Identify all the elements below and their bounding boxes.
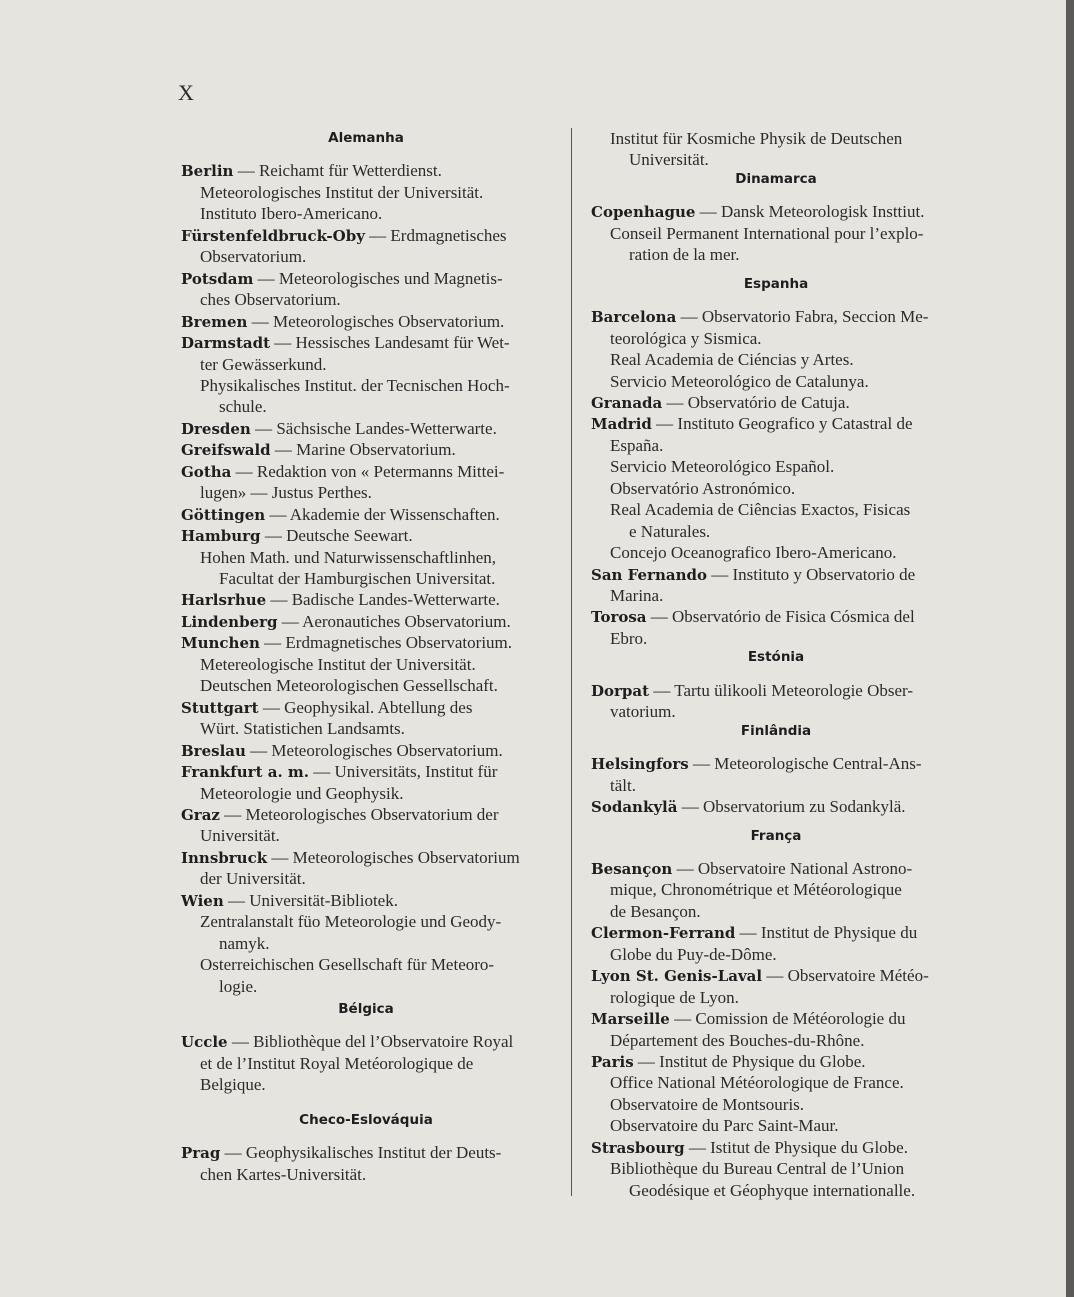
city-name: Marseille (591, 1010, 670, 1029)
entry-continuation: e Naturales. (629, 521, 711, 541)
entry-line (181, 504, 500, 525)
city-name: Uccle (181, 1033, 228, 1052)
city-name: Copenhague (591, 203, 696, 222)
entry-line (181, 890, 398, 911)
city-name: Strasbourg (591, 1138, 685, 1157)
institution-text: — Erdmagnetisches Observatorium. (259, 633, 513, 653)
entry-continuation: Universität. (629, 150, 709, 170)
institution-text: — Meteorologisches Observatorium. (245, 740, 503, 760)
column-divider (571, 128, 572, 1196)
entry-line (591, 201, 924, 222)
entry-continuation: Globe du Puy-de-Dôme. (610, 944, 777, 964)
city-name: Harlsrhue (181, 591, 267, 610)
entry-continuation: Real Academia de Ciências Exactos, Fisicas (610, 500, 911, 520)
entry-continuation: Conseil Permanent International pour l’explo- (610, 223, 924, 243)
entry-continuation: Real Academia de Ciéncias y Artes. (610, 350, 854, 370)
entry-continuation: Institut für Kosmiche Physik de Deutschen (610, 129, 903, 148)
institution-text: — Deutsche Seewart. (260, 526, 413, 546)
city-name: Fürstenfeldbruck-Oby (181, 226, 365, 245)
entry-continuation: teorológica y Sismica. (610, 328, 762, 348)
entry-continuation: Bibliothèque du Bureau Central de l’Union (610, 1159, 905, 1179)
institution-text: — Instituto y Observatorio de (706, 564, 916, 584)
institution-text: — Bibliothèque del l’Observatoire Royal (227, 1032, 514, 1052)
entry-continuation: ter Gewässerkund. (200, 354, 327, 374)
institution-text: — Universitäts, Institut für (308, 762, 498, 782)
institution-text: — Comission de Météorologie du (669, 1009, 906, 1029)
entry-continuation: de Besançon. (610, 901, 701, 921)
entry-continuation: vatorium. (610, 702, 676, 722)
entry-continuation: chen Kartes-Universität. (200, 1164, 367, 1184)
institution-text: — Meteorologisches Observatorium der (219, 804, 499, 824)
city-name: Paris (591, 1053, 634, 1071)
entry-line (591, 922, 917, 943)
city-name: Graz (181, 805, 220, 824)
entry-line (591, 413, 913, 434)
entry-line (591, 680, 913, 701)
entry-continuation: Physikalisches Institut. der Tecnischen Hoch- (200, 375, 510, 395)
entry-continuation: Servicio Meteorológico Español. (610, 457, 835, 477)
entry-line (181, 1142, 501, 1163)
entry-line (591, 606, 915, 627)
section-heading: Espanha (743, 275, 809, 292)
institution-text: — Institut de Physique du (735, 923, 918, 943)
institution-text: — Meteorologisches Observatorium (267, 847, 520, 867)
entry-continuation: Universität. (200, 826, 280, 846)
city-name: Prag (181, 1144, 221, 1163)
entry-continuation: Concejo Oceanografico Ibero-Americano. (610, 543, 897, 563)
entry-line (181, 461, 504, 482)
entry-continuation: tält. (610, 775, 636, 795)
entry-line (181, 632, 512, 653)
entry-continuation: Facultat der Hamburgischen Universitat. (219, 569, 496, 588)
institution-text: — Instituto Geografico y Catastral de (651, 414, 913, 434)
entry-line (591, 1137, 908, 1158)
city-name: Helsingfors (591, 755, 689, 774)
section-heading: Estónia (747, 649, 805, 666)
city-name: Wien (181, 891, 224, 910)
entry-continuation: Osterreichischen Gesellschaft für Meteoro- (200, 955, 495, 975)
city-name: Berlin (181, 162, 234, 181)
entry-line (181, 160, 442, 181)
section-heading: Bélgica (338, 1001, 394, 1017)
entry-continuation: Observatoire du Parc Saint-Maur. (610, 1116, 839, 1136)
institution-text: — Institut de Physique du Globe. (633, 1052, 866, 1071)
city-name: San Fernando (591, 565, 707, 584)
entry-continuation: Metereologische Institut der Universität. (200, 654, 476, 674)
city-name: Bremen (181, 312, 248, 331)
entry-line (181, 761, 497, 782)
section-heading: Finlândia (740, 722, 812, 739)
institution-text: — Badische Landes-Wetterwarte. (266, 590, 500, 610)
institution-text: — Reichamt für Wetterdienst. (233, 161, 442, 181)
section-heading: Alemanha (328, 130, 404, 146)
entry-continuation: Observatório Astronómico. (610, 478, 796, 498)
entry-continuation: rologique de Lyon. (610, 987, 739, 1007)
city-name: Breslau (181, 741, 246, 760)
city-name: Granada (591, 393, 663, 412)
institution-text: — Observatoire Météo- (762, 966, 929, 986)
city-name: Barcelona (591, 308, 677, 327)
entry-continuation: lugen» — Justus Perthes. (200, 483, 372, 503)
entry-continuation: Geodésique et Géophyque internationalle. (629, 1180, 916, 1200)
section-heading: Dinamarca (735, 170, 817, 187)
city-name: Innsbruck (181, 848, 268, 867)
city-name: Lyon St. Genis-Laval (591, 967, 763, 986)
city-name: Clermon-Ferrand (591, 924, 736, 943)
institution-text: — Dansk Meteorologisk Insttiut. (695, 202, 925, 222)
entry-line (591, 392, 850, 413)
institution-text: — Geophysikal. Abtellung des (258, 697, 473, 717)
entry-continuation: schule. (219, 397, 267, 417)
entry-line (181, 332, 510, 353)
institution-text: — Observatorium zu Sodankylä. (677, 797, 906, 817)
city-name: Besançon (591, 859, 673, 878)
page-number: X (178, 80, 194, 105)
city-name: Dorpat (591, 681, 650, 700)
entry-line (591, 564, 915, 585)
entry-continuation: Servicio Meteorológico de Catalunya. (610, 371, 869, 391)
entry-line (181, 611, 511, 632)
entry-line (181, 1031, 513, 1052)
entry-line (181, 847, 520, 868)
institution-text: — Sächsische Landes-Wetterwarte. (250, 418, 497, 438)
city-name: Madrid (591, 415, 652, 434)
entry-line (591, 753, 922, 774)
entry-continuation: et de l’Institut Royal Metéorologique de (200, 1053, 474, 1073)
entry-continuation: ration de la mer. (629, 245, 740, 265)
entry-line (181, 439, 456, 460)
entry-continuation: Département des Bouches-du-Rhône. (610, 1030, 865, 1050)
city-name: Munchen (181, 634, 260, 653)
institution-text: — Istitut de Physique du Globe. (684, 1137, 908, 1157)
entry-line (591, 306, 928, 327)
entry-line (181, 311, 504, 332)
institution-text: — Marine Observatorium. (270, 440, 456, 460)
city-name: Sodankylä (591, 798, 678, 817)
institution-text: — Erdmagnetisches (364, 225, 507, 245)
city-name: Greifswald (181, 441, 271, 460)
city-name: Hamburg (181, 527, 261, 546)
city-name: Göttingen (181, 505, 266, 524)
city-name: Frankfurt a. m. (181, 763, 309, 782)
entry-line (591, 1051, 866, 1072)
entry-continuation: mique, Chronométrique et Météorologique (610, 880, 902, 900)
section-heading: Checo-Eslováquia (299, 1111, 433, 1128)
entry-continuation: Ebro. (610, 628, 648, 648)
entry-line (181, 804, 499, 825)
institution-text: — Meteorologisches Observatorium. (247, 311, 505, 331)
institution-text: — Observatório de Fisica Cósmica del (646, 607, 915, 627)
city-name: Lindenberg (181, 612, 278, 631)
entry-line (591, 1008, 905, 1029)
institution-text: — Tartu ülikooli Meteorologie Obser- (649, 680, 914, 700)
entry-continuation: Deutschen Meteorologischen Gessellschaft. (200, 676, 498, 696)
institution-text: — Redaktion von « Petermanns Mittei- (231, 461, 505, 481)
institution-text: — Meteorologisches und Magnetis- (253, 268, 503, 288)
entry-line (591, 796, 906, 817)
entry-continuation: Marina. (610, 586, 664, 605)
entry-line (181, 589, 500, 610)
entry-continuation: der Universität. (200, 869, 306, 889)
city-name: Darmstadt (181, 334, 271, 353)
entry-line (181, 418, 497, 439)
entry-line (181, 268, 503, 289)
city-name: Gotha (181, 462, 232, 481)
institution-text: — Observatorio Fabra, Seccion Me- (676, 307, 929, 327)
entry-continuation: Office National Météorologique de France. (610, 1073, 904, 1093)
institution-text: — Meteorologische Central-Ans- (688, 754, 922, 774)
entry-continuation: Instituto Ibero-Americano. (200, 204, 383, 224)
entry-line (181, 697, 472, 718)
institution-text: — Universität-Bibliotek. (223, 890, 398, 910)
entry-continuation: ches Observatorium. (200, 290, 341, 310)
entry-line (181, 225, 507, 246)
entry-continuation: logie. (219, 976, 258, 996)
entry-continuation: Hohen Math. und Naturwissenschaftlinhen, (200, 547, 497, 567)
institution-text: — Geophysikalisches Institut der Deuts- (220, 1143, 502, 1163)
city-name: Torosa (591, 608, 647, 627)
institution-text: — Observatório de Catuja. (662, 392, 850, 412)
entry-continuation: Zentralanstalt füo Meteorologie und Geody- (200, 912, 502, 932)
institution-text: — Aeronautiches Observatorium. (277, 611, 511, 631)
city-name: Dresden (181, 419, 251, 438)
institution-text: — Akademie der Wissenschaften. (265, 504, 500, 524)
entry-line (181, 740, 503, 761)
entry-continuation: Observatoire de Montsouris. (610, 1094, 805, 1114)
entry-continuation: Meteorologisches Institut der Universität. (200, 182, 484, 202)
city-name: Stuttgart (181, 698, 259, 717)
city-name: Potsdam (181, 269, 254, 288)
entry-continuation: Belgique. (200, 1075, 266, 1095)
entry-continuation: Würt. Statistichen Landsamts. (200, 719, 405, 739)
entry-line (181, 525, 413, 546)
entry-continuation: Meteorologie und Geophysik. (200, 783, 404, 803)
entry-continuation: Observatorium. (200, 247, 307, 267)
entry-continuation: España. (610, 435, 664, 455)
entry-continuation: namyk. (219, 933, 270, 953)
entry-line (591, 858, 912, 879)
institution-text: — Observatoire National Astrono- (672, 858, 913, 878)
entry-line (591, 965, 929, 986)
section-heading: França (750, 827, 802, 844)
institution-text: — Hessisches Landesamt für Wet- (270, 333, 510, 353)
